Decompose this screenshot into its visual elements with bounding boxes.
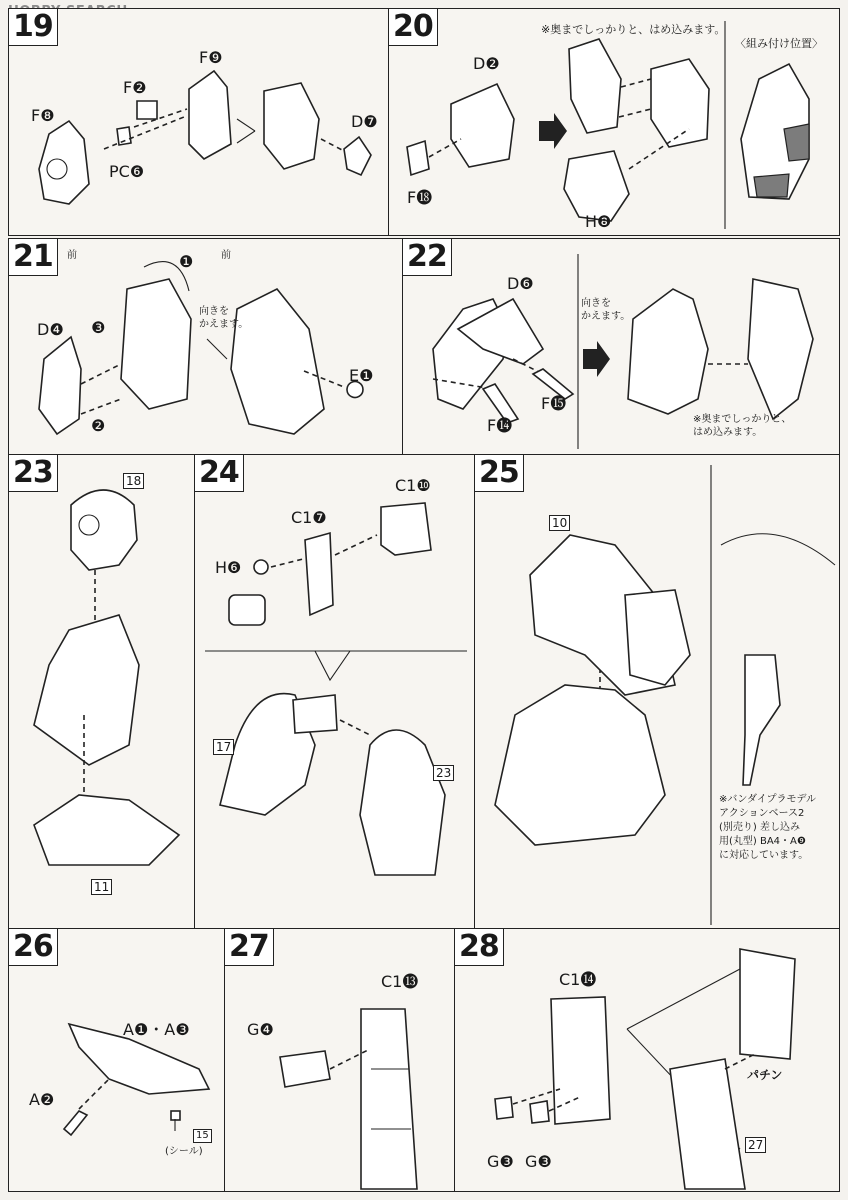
step-19-panel xyxy=(8,8,390,236)
sub-assembly-ref: 18 xyxy=(123,473,144,489)
step-number: 23 xyxy=(9,455,58,492)
part-label: A❷ xyxy=(29,1090,55,1109)
part-label: A❶・A❸ xyxy=(123,1020,190,1039)
part-label: G❸ xyxy=(525,1152,552,1171)
part-label: E❶ xyxy=(349,366,374,385)
step-23-illustration xyxy=(9,455,195,929)
part-label: F⓲ xyxy=(407,188,433,207)
part-label: C1❿ xyxy=(395,476,431,495)
step-number: 24 xyxy=(195,455,244,492)
part-label: D❷ xyxy=(473,54,500,73)
sub-assembly-ref: 11 xyxy=(91,879,112,895)
part-label: PC❻ xyxy=(109,162,145,181)
instruction-note: ※奥までしっかりと、はめ込みます。 xyxy=(541,23,726,36)
step-26-panel xyxy=(8,928,226,1192)
step-number: 26 xyxy=(9,929,58,966)
step-24-panel xyxy=(194,454,476,930)
step-19-illustration xyxy=(9,9,389,235)
compatibility-note: ※バンダイプラモデル アクションベース2 (別売り) 差し込み 用(丸型) BA4・A❾ に対応しています。 xyxy=(719,794,816,861)
seal-ref: 15 xyxy=(193,1129,212,1143)
rotate-note: 向きを かえます。 xyxy=(199,306,249,330)
step-marker: ❶ xyxy=(179,252,194,271)
part-label: C1⓮ xyxy=(559,970,597,989)
step-number: 27 xyxy=(225,929,274,966)
step-number: 20 xyxy=(389,9,438,46)
part-label: H❽ xyxy=(585,212,612,231)
sub-assembly-ref: 23 xyxy=(433,765,454,781)
snap-sound-label: パチン xyxy=(747,1068,783,1082)
rotate-note: 向きを かえます。 xyxy=(581,298,631,322)
sub-assembly-ref: 17 xyxy=(213,739,234,755)
front-indicator: 前 xyxy=(67,250,77,261)
front-indicator: 前 xyxy=(221,250,231,261)
part-label: F❾ xyxy=(199,48,223,67)
step-20-panel xyxy=(388,8,840,236)
step-marker: ❷ xyxy=(91,416,106,435)
sub-assembly-ref: 27 xyxy=(745,1137,766,1153)
step-number: 22 xyxy=(403,239,452,276)
part-label: G❸ xyxy=(487,1152,514,1171)
step-21-panel xyxy=(8,238,404,456)
part-label: C1❼ xyxy=(291,508,327,527)
seal-caption: (シール) xyxy=(165,1146,203,1157)
part-label: F⓮ xyxy=(487,416,513,435)
part-label: D❻ xyxy=(507,274,534,293)
part-label: D❼ xyxy=(351,112,378,131)
sub-assembly-ref: 10 xyxy=(549,515,570,531)
step-24-illustration xyxy=(195,455,475,929)
part-label: G❹ xyxy=(247,1020,274,1039)
step-23-panel xyxy=(8,454,196,930)
step-number: 28 xyxy=(455,929,504,966)
step-number: 25 xyxy=(475,455,524,492)
step-number: 21 xyxy=(9,239,58,276)
part-label: F❽ xyxy=(31,106,55,125)
step-21-illustration xyxy=(9,239,403,455)
part-label: C1⓭ xyxy=(381,972,419,991)
part-label: H❻ xyxy=(215,558,242,577)
step-marker: ❸ xyxy=(91,318,106,337)
step-25-panel xyxy=(474,454,840,930)
step-27-panel xyxy=(224,928,456,1192)
part-label: F⓯ xyxy=(541,394,567,413)
position-caption: 〈組み付け位置〉 xyxy=(735,37,823,50)
instruction-note: ※奥までしっかりと、 はめ込みます。 xyxy=(693,414,792,438)
part-label: D❹ xyxy=(37,320,64,339)
step-28-panel xyxy=(454,928,840,1192)
step-number: 19 xyxy=(9,9,58,46)
step-22-panel xyxy=(402,238,840,456)
part-label: F❷ xyxy=(123,78,147,97)
step-27-illustration xyxy=(225,929,455,1191)
